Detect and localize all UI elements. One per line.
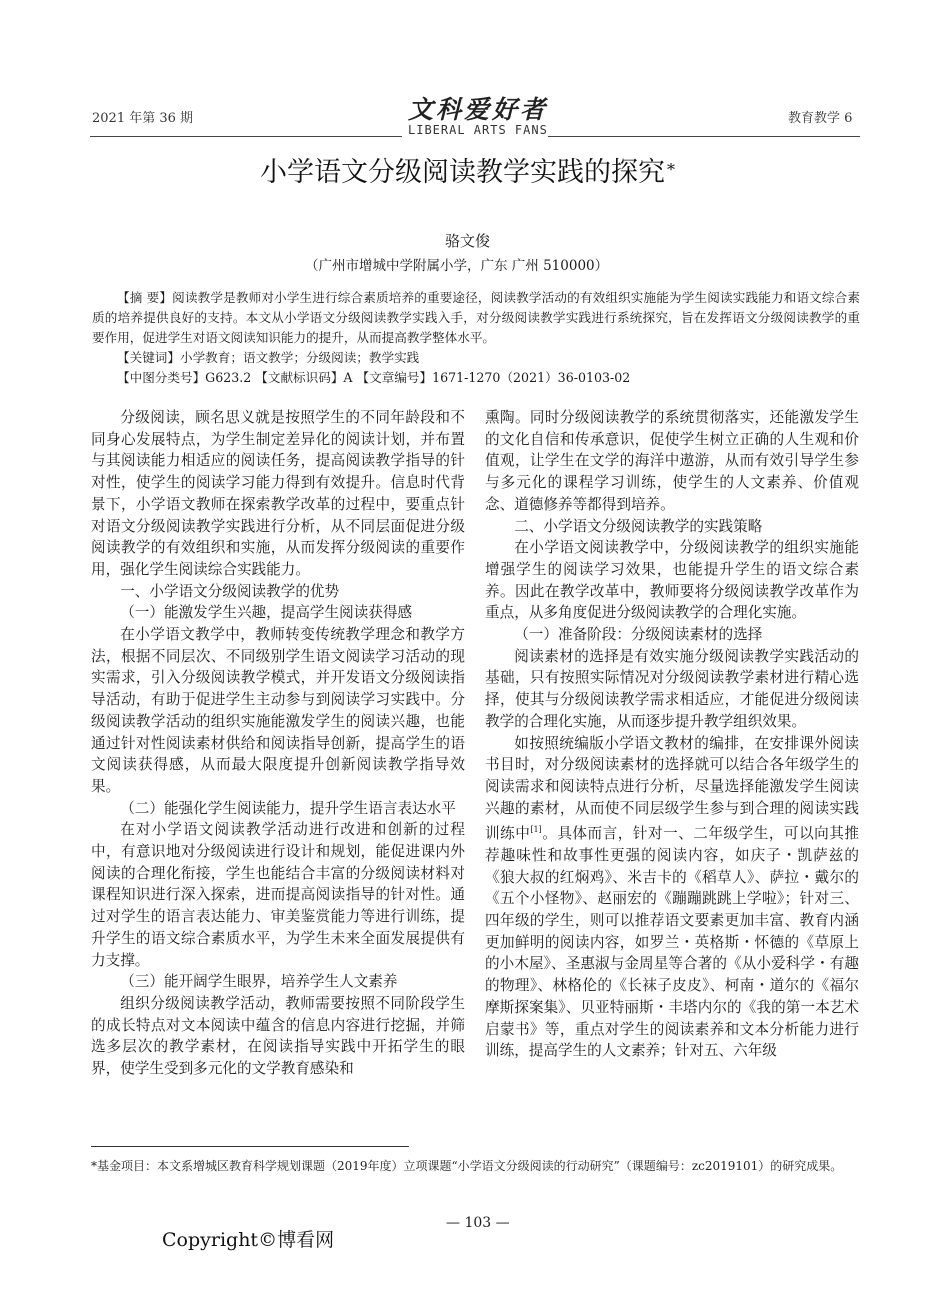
- section-label: 教育教学 6: [788, 111, 853, 126]
- paragraph: 分级阅读，顾名思义就是按照学生的不同年龄段和不同身心发展特点，为学生制定差异化的阅读计划，并布置与其阅读能力相适应的阅读任务，提高阅读教学指导的针对性，使学生的阅读学习能力得到有效提升。信息时代背景下，小学语文教师在探索教学改革的过程中，要重点针对语文分级阅读教学实践进行分析，从不同层面促进分级阅读教学的有效组织和实施，从而发挥分级阅读的重要作用，强化学生阅读综合实践能力。: [91, 409, 465, 578]
- footnote: *基金项目：本文系增城区教育科学规划课题（2019年度）立项课题“小学语文分级阅读的行动研究”（课题编号：zc2019101）的研究成果。: [91, 1159, 843, 1173]
- abstract-text: 阅读教学是教师对小学生进行综合素质培养的重要途径，阅读教学活动的有效组织实施能为学生阅读实践能力和语文综合素质的培养提供良好的支持。本文从小学语文分级阅读教学实践入手，对分级阅读教学实践进行系统探究，旨在发挥语文分级阅读教学的重要作用，促进学生对语文阅读知识能力的提升，从而提高教学整体水平。: [92, 290, 860, 345]
- keywords: [92, 348, 860, 368]
- abstract-block: [92, 288, 860, 388]
- abstract: [92, 288, 860, 348]
- author-affiliation: （广州市增城中学附属小学，广东 广州 510000）: [305, 258, 609, 274]
- paragraph: 熏陶。同时分级阅读教学的系统贯彻落实，还能激发学生的文化自信和传承意识，促使学生树立正确的人生观和价值观，让学生在文学的海洋中遨游，从而有效引导学生参与多元化的课程学习训练，使学生的人文素养、价值观念、道德修养等都得到培养。: [485, 409, 859, 513]
- paragraph: 在小学语文教学中，教师转变传统教学理念和教学方法，根据不同层次、不同级别学生语文阅读学习活动的现实需求，引入分级阅读教学模式，并开发语文分级阅读指导活动，有助于促进学生主动参与到阅读学习实践中。分级阅读教学活动的组织实施能激发学生的阅读兴趣，也能通过针对性阅读素材供给和阅读指导创新，提高学生的语文阅读获得感，从而最大限度提升创新阅读教学指导效果。: [91, 626, 465, 795]
- paragraph: 在小学语文阅读教学中，分级阅读教学的组织实施能增强学生的阅读学习效果，也能提升学生的语文综合素养。因此在教学改革中，教师要将分级阅读教学改革作为重点，从多角度促进分级阅读教学的合理化实施。: [485, 539, 859, 622]
- citation-mark[interactable]: [1]: [530, 825, 542, 835]
- journal-logo-english: LIBERAL ARTS FANS: [408, 123, 548, 137]
- header-rule-left: [90, 136, 402, 137]
- page-number: — 103 —: [446, 1215, 510, 1231]
- paragraph: 阅读素材的选择是有效实施分级阅读教学实践活动的基础，只有按照实际情况对分级阅读教学素材进行精心选择，使其与分级阅读教学需求相适应，才能促进分级阅读教学的合理化实施，从而逐步提升教学组织效果。: [485, 647, 859, 730]
- left-column: [91, 407, 465, 1080]
- classification-meta: 【中图分类号】G623.2 【文献标识码】A 【文章编号】1671-1270（2021）36-0103-02: [117, 370, 631, 385]
- right-column: [485, 407, 859, 1062]
- section-heading: 一、小学语文分级阅读教学的优势: [120, 582, 340, 600]
- header-rule-right: [548, 136, 860, 137]
- author-name: 骆文俊: [445, 232, 491, 250]
- subsection-heading: （一）准备阶段：分级阅读素材的选择: [514, 626, 763, 644]
- keywords-text: 小学教育；语文教学；分级阅读；教学实践: [179, 350, 420, 365]
- copyright-notice: Copyright©博看网: [162, 1229, 335, 1251]
- journal-logo: 文科爱好者: [408, 95, 549, 124]
- subsection-heading: （三）能开阔学生眼界，培养学生人文素养: [120, 973, 398, 991]
- paragraph: 如按照统编版小学语文教材的编排，在安排课外阅读书目时，对分级阅读素材的选择就可以结合各年级学生的阅读需求和阅读特点进行分析，尽量选择能激发学生阅读兴趣的素材，从而使不同层级学生参与到合理的阅读实践训练中[1]。具体而言，针对一、二年级学生，可以向其推荐趣味性和故事性更强的阅读内容，如庆子・凯萨兹的《狼大叔的红焖鸡》、米吉卡的《稻草人》、萨拉・戴尔的《五个小怪物》、赵丽宏的《蹦蹦跳跳上学啦》；针对三、四年级的学生，则可以推荐语文要素更加丰富、教育内涵更加鲜明的阅读内容，如罗兰・英格斯・怀德的《草原上的小木屋》、圣惠淑与金周星等合著的《从小爱科学・有趣的物理》、林格伦的《长袜子皮皮》、柯南・道尔的《福尔摩斯探案集》、贝亚特丽斯・丰塔内尔的《我的第一本艺术启蒙书》等，重点对学生的阅读素养和文本分析能力进行训练，提高学生的人文素养；针对五、六年级: [485, 734, 859, 1060]
- keywords-label: 【关键词】: [117, 350, 180, 365]
- subsection-heading: （二）能强化学生阅读能力，提升学生语言表达水平: [120, 799, 456, 817]
- article-title: 小学语文分级阅读教学实践的探究 *: [260, 157, 675, 188]
- title-footnote-mark: *: [667, 160, 675, 179]
- issue-label: 2021 年第 36 期: [92, 111, 194, 126]
- paragraph: 在对小学语文阅读教学活动进行改进和创新的过程中，有意识地对分级阅读进行设计和规划，能促进课内外阅读的合理化衔接，学生也能结合丰富的分级阅读材料对课程知识进行深入探索，进而提高阅读指导的针对性。通过对学生的语言表达能力、审美鉴赏能力等进行训练，提升学生的语文综合素质水平，为学生未来全面发展提供有力支撑。: [91, 821, 465, 969]
- paragraph: 组织分级阅读教学活动，教师需要按照不同阶段学生的成长特点对文本阅读中蕴含的信息内容进行挖掘，并筛选多层次的教学素材，在阅读指导实践中开拓学生的眼界，使学生受到多元化的文学教育感染和: [91, 994, 465, 1078]
- section-heading: 二、小学语文分级阅读教学的实践策略: [514, 517, 763, 535]
- abstract-label: 【摘 要】: [117, 290, 173, 305]
- footnote-rule: [91, 1146, 409, 1147]
- subsection-heading: （一）能激发学生兴趣，提高学生阅读获得感: [120, 604, 413, 622]
